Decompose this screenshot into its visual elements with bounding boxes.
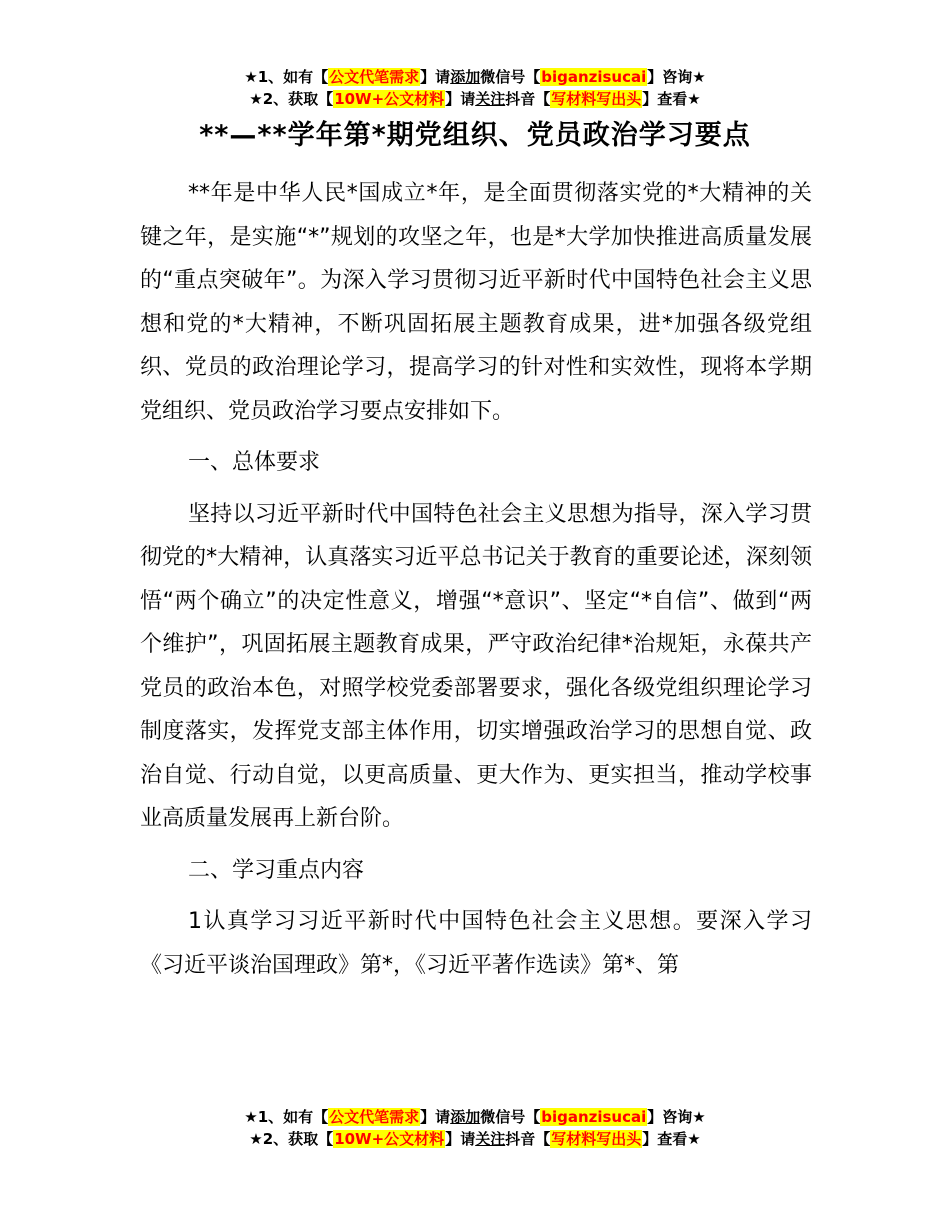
- highlight-text: 10W+公文材料: [334, 1130, 445, 1148]
- highlight-text: 公文代笔需求: [329, 1108, 420, 1126]
- footer-banner: [0, 1106, 950, 1150]
- banner-text: 微信号【: [480, 1108, 541, 1126]
- banner-text: ★1、如有【: [244, 68, 329, 86]
- highlight-text: 公文代笔需求: [329, 68, 420, 86]
- banner-text: 】请: [445, 90, 476, 108]
- highlight-text: biganzisucai: [541, 1108, 647, 1126]
- requirements-paragraph: 坚持以习近平新时代中国特色社会主义思想为指导，深入学习贯彻党的*大精神，认真落实习近平总书记关于教育的重要论述，深刻领悟“两个确立”的决定性意义，增强“*意识”、坚定“*自信”、做到“两个维护”，巩固拓展主题教育成果，严守政治纪律*治规矩，永葆共产党员的政治本色，对照学校党委部署要求，强化各级党组织理论学习制度落实，发挥党支部主体作用，切实增强政治学习的思想自觉、政治自觉、行动自觉，以更高质量、更大作为、更实担当，推动学校事业高质量发展再上新台阶。: [140, 501, 812, 831]
- banner-line-1: [0, 1106, 950, 1128]
- highlight-text: 写材料写出头: [551, 1130, 642, 1148]
- banner-line-2: [0, 1128, 950, 1150]
- banner-text: ★1、如有【: [244, 1108, 329, 1126]
- section-heading-2: 二、学习重点内容: [188, 857, 365, 883]
- header-banner: [0, 66, 950, 110]
- banner-text: 微信号【: [480, 68, 541, 86]
- section-heading-1: 一、总体要求: [188, 450, 321, 475]
- banner-text: 】请: [420, 68, 451, 86]
- document-title: **—**学年第*期党组织、党员政治学习要点: [199, 120, 751, 151]
- banner-text: 】请: [445, 1130, 476, 1148]
- highlight-text: biganzisucai: [541, 68, 647, 86]
- banner-text: 】查看★: [642, 1130, 701, 1148]
- banner-text: 】咨询★: [647, 68, 706, 86]
- banner-line-1: [0, 66, 950, 88]
- banner-text: 抖音【: [505, 1130, 551, 1148]
- intro-paragraph: **年是中华人民*国成立*年，是全面贯彻落实党的*大精神的关键之年，是实施“*”规划的攻坚之年，也是*大学加快推进高质量发展的“重点突破年”。为深入学习贯彻习近平新时代中国特色社会主义思想和党的*大精神，不断巩固拓展主题教育成果，进*加强各级党组织、党员的政治理论学习，提高学习的针对性和实效性，现将本学期党组织、党员政治学习要点安排如下。: [140, 181, 812, 424]
- banner-text: 抖音【: [505, 90, 551, 108]
- highlight-text: 写材料写出头: [551, 90, 642, 108]
- banner-text: 】请: [420, 1108, 451, 1126]
- highlight-text: 10W+公文材料: [334, 90, 445, 108]
- banner-line-2: [0, 88, 950, 110]
- banner-text: 】查看★: [642, 90, 701, 108]
- banner-text: 】咨询★: [647, 1108, 706, 1126]
- banner-text: ★2、获取【: [249, 1130, 334, 1148]
- underlined-text: 关注: [475, 90, 506, 108]
- content-paragraph: 1认真学习习近平新时代中国特色社会主义思想。要深入学习《习近平谈治国理政》第*，《习近平著作选读》第*、第: [140, 909, 812, 978]
- banner-text: ★2、获取【: [249, 90, 334, 108]
- underlined-text: 添加: [450, 1108, 481, 1126]
- underlined-text: 添加: [450, 68, 481, 86]
- underlined-text: 关注: [475, 1130, 506, 1148]
- document-body: [140, 172, 812, 987]
